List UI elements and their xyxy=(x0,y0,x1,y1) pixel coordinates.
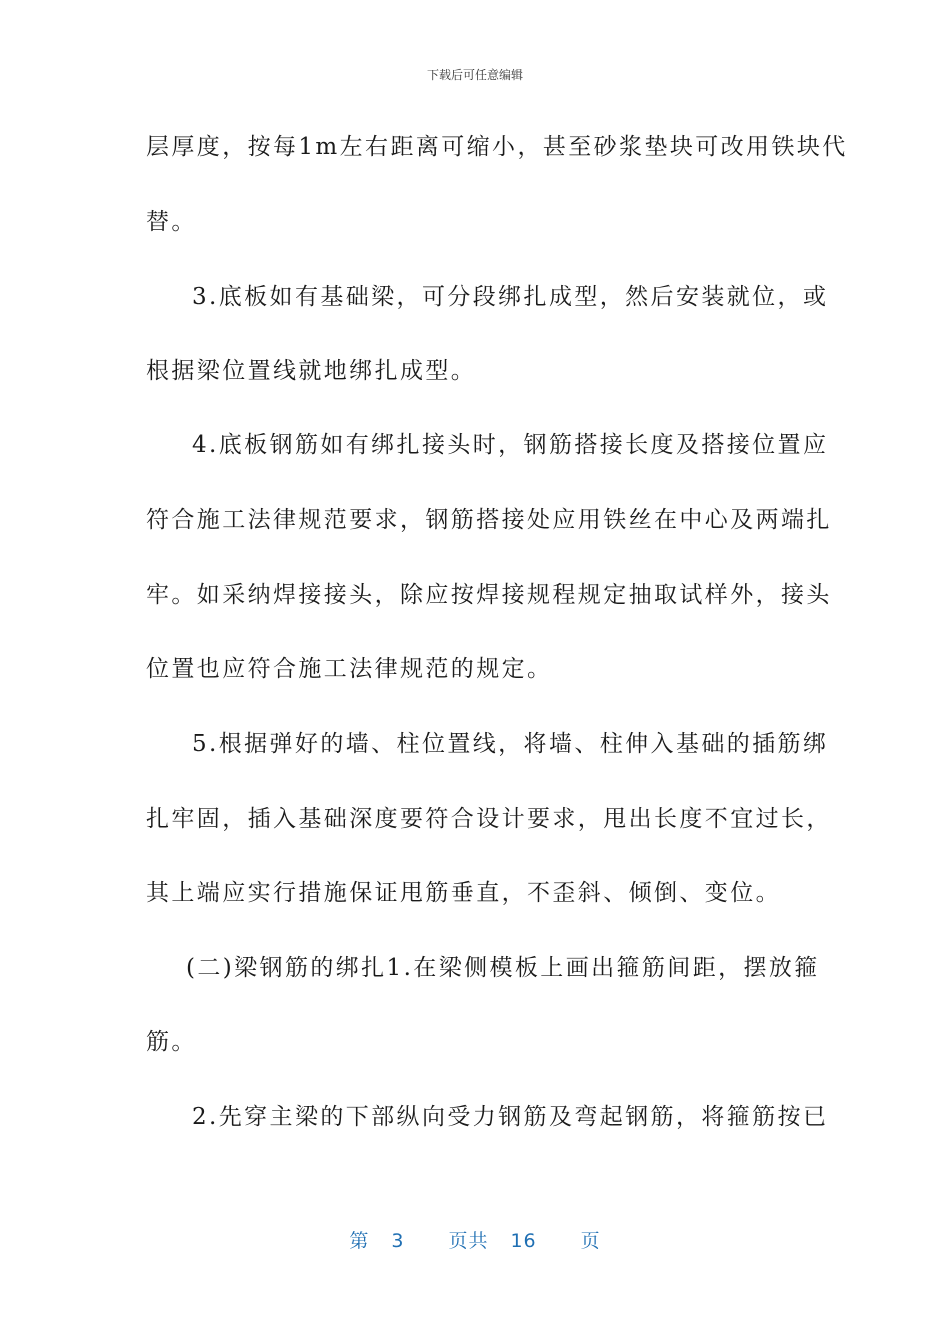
text-line: 3.底板如有基础梁，可分段绑扎成型，然后安装就位，或 xyxy=(192,284,829,310)
page-suffix: 页 xyxy=(580,1230,601,1252)
text-line: 2.先穿主梁的下部纵向受力钢筋及弯起钢筋，将箍筋按已 xyxy=(192,1104,829,1130)
text-line: 替。 xyxy=(146,209,197,235)
text-line: 其上端应实行措施保证甩筋垂直，不歪斜、倾倒、变位。 xyxy=(146,880,781,906)
text-line: 4.底板钢筋如有绑扎接头时，钢筋搭接长度及搭接位置应 xyxy=(192,432,829,458)
text-line: 根据梁位置线就地绑扎成型。 xyxy=(146,358,477,384)
text-line: 扎牢固，插入基础深度要符合设计要求，甩出长度不宜过长， xyxy=(146,806,832,832)
text-line: 牢。如采纳焊接接头，除应按焊接规程规定抽取试样外，接头 xyxy=(146,582,832,608)
page-footer xyxy=(0,1226,950,1253)
text-line: (二)梁钢筋的绑扎1.在梁侧模板上画出箍筋间距，摆放箍 xyxy=(186,955,820,981)
text-line: 符合施工法律规范要求，钢筋搭接处应用铁丝在中心及两端扎 xyxy=(146,507,832,533)
total-pages: 16 xyxy=(510,1230,537,1252)
text-line: 层厚度，按每1m左右距离可缩小，甚至砂浆垫块可改用铁块代 xyxy=(146,134,848,160)
page-prefix: 第 xyxy=(349,1230,370,1252)
text-line: 位置也应符合施工法律规范的规定。 xyxy=(146,656,553,682)
text-line: 5.根据弹好的墙、柱位置线，将墙、柱伸入基础的插筋绑 xyxy=(192,731,829,757)
text-line: 筋。 xyxy=(146,1029,197,1055)
page-number: 3 xyxy=(391,1230,405,1252)
page-middle: 页共 xyxy=(448,1230,489,1252)
page-header: 下载后可任意编辑 xyxy=(426,68,523,82)
